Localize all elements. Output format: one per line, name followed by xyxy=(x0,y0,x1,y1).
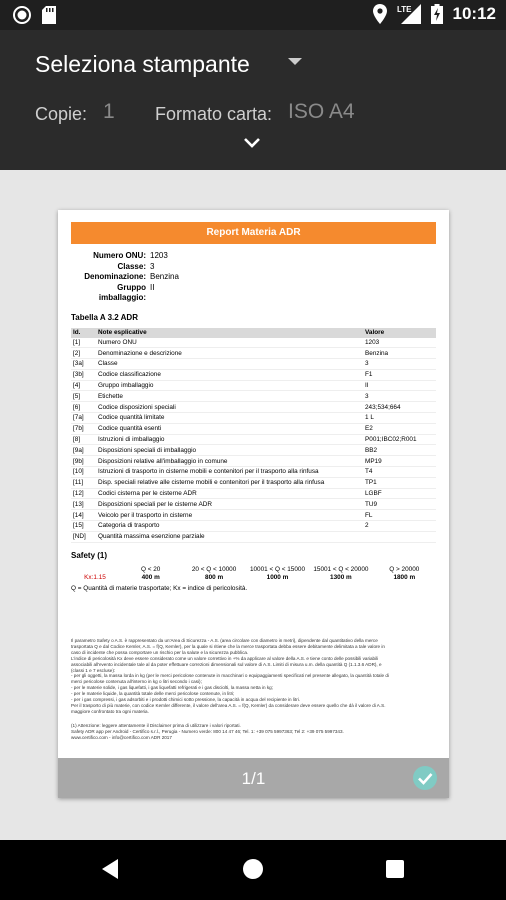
safety-range: 15001 < Q < 20000 xyxy=(313,565,369,573)
fine-print-line: - per gli oggetti, la massa lorda in kg (per le merci pericolose contenute in macchinari o equipaggiamenti specificati nel presente allegato, la quantità totale di xyxy=(71,673,389,679)
safety-empty-cell xyxy=(71,566,119,573)
dropdown-arrow-icon[interactable] xyxy=(288,58,302,65)
table-cell-note: Denominazione e descrizione xyxy=(96,348,363,359)
fine-print-line: Il parametro Safety o A.S. è rappresentato da un'Area di Sicurezza - A.S. (area circolare con diametro in metri), dipendente dal quantitativo della merce xyxy=(71,638,378,643)
table-cell-id: [2] xyxy=(71,348,96,359)
table-cell-note: Istruzioni di trasporto in cisterne mobili e contenitori per il trasporto alla rinfusa xyxy=(96,467,363,478)
table-cell-value: 1203 xyxy=(363,338,436,348)
safety-range: Q < 20 xyxy=(141,565,161,573)
table-cell-id: [13] xyxy=(71,499,96,510)
page-counter: 1/1 xyxy=(241,769,266,788)
table-cell-note: Gruppo imballaggio xyxy=(96,380,363,391)
info-key: Denominazione: xyxy=(84,272,146,281)
table-row xyxy=(71,402,436,413)
fine-print-line: (classi 1 e 7 escluse): xyxy=(71,667,116,673)
table-row xyxy=(71,456,436,467)
clock: 10:12 xyxy=(452,4,496,23)
safety-distance: 800 m xyxy=(205,573,224,581)
table-cell-id: [6] xyxy=(71,402,96,413)
fine-print-line: - per le materie liquide, la quantità totale delle merci pericolose contenute, in litri; xyxy=(71,691,235,697)
fine-print-line: Per il trasporto di più materie, con codice Kemler differente, il valore dell'area A.S. = f(Q, Kemler) da considerare deve essere quello che dà il valore di A.S. xyxy=(71,702,386,708)
table-row xyxy=(71,338,436,348)
header-id: Id. xyxy=(71,328,96,338)
table-row xyxy=(71,348,436,359)
table-cell-id: [14] xyxy=(71,510,96,521)
table-cell-id: [1] xyxy=(71,338,96,348)
info-row xyxy=(71,283,436,304)
table-cell-note: Istruzioni di imballaggio xyxy=(96,434,363,445)
info-key: Gruppo imballaggio: xyxy=(98,282,146,302)
info-value: 1203 xyxy=(150,251,168,260)
table-cell-value: MP19 xyxy=(363,456,436,467)
safety-range: 10001 < Q < 15000 xyxy=(249,565,306,573)
table-cell-id: [9b] xyxy=(71,456,96,467)
table-cell-value: P001;IBC02;R001 xyxy=(363,434,436,445)
table-cell-id: [11] xyxy=(71,477,96,488)
info-key: Numero ONU: xyxy=(93,251,146,260)
fine-print-line: merci pericolose contenuta all'interno in kg o litri secondo i casi); xyxy=(71,679,202,685)
safety-range: 20 < Q < 10000 xyxy=(191,565,237,573)
table-row xyxy=(71,359,436,370)
table-row xyxy=(71,510,436,521)
table-cell-id: [7a] xyxy=(71,413,96,424)
info-row xyxy=(71,251,436,262)
table-cell-id: [12] xyxy=(71,488,96,499)
copies-field[interactable]: 1 xyxy=(103,100,115,123)
table-cell-note: Numero ONU xyxy=(96,338,363,348)
info-value: II xyxy=(150,282,155,292)
info-key: Classe: xyxy=(117,261,146,271)
sd-card-icon xyxy=(42,6,56,24)
fine-print-line: associabili all'evento incidentale tale al da poter effettuare correzioni dimensionali sul valore di A.S. Limiti di misura u.m. della quantità Q (1.1.3.6 ADR), e xyxy=(71,661,382,667)
table-cell-value: 3 xyxy=(363,359,436,370)
table-cell-id: [9a] xyxy=(71,445,96,456)
table-cell-value: T4 xyxy=(363,467,436,478)
fine-print-line: trasportata Q e dal Codice Kemler, A.S. = f(Q, Kemler), per la quale si ritiene che la merce trasportata debba essere debitamente delimitata a tale valore in xyxy=(71,643,385,649)
table-row xyxy=(71,467,436,478)
page-selected-check-icon[interactable] xyxy=(413,766,437,790)
table-cell-note: Codici cisterna per le cisterne ADR xyxy=(96,488,363,499)
table-row xyxy=(71,391,436,402)
table-cell-note: Disposizioni speciali per le cisterne ADR xyxy=(96,499,363,510)
table-cell-value: 3 xyxy=(363,391,436,402)
table-cell-note: Veicolo per il trasporto in cisterne xyxy=(96,510,363,521)
table-cell-value: 1 L xyxy=(363,413,436,424)
safety-grid xyxy=(71,566,436,581)
fine-print-line: caso di incidente che possa comportare un rischio per la salute e la sicurezza pubblica. xyxy=(71,649,249,655)
info-row xyxy=(71,272,436,283)
table-row xyxy=(71,413,436,424)
print-preview-area xyxy=(0,170,506,840)
table-cell-id: [7b] xyxy=(71,423,96,434)
table-cell-id: [15] xyxy=(71,521,96,532)
record-icon xyxy=(12,5,32,25)
table-row xyxy=(71,531,436,542)
table-cell-id: [10] xyxy=(71,467,96,478)
navigation-bar xyxy=(0,840,506,900)
safety-distance: 1000 m xyxy=(266,573,289,581)
fine-print-line: L'indice di pericolosità Kx deve essere considerato come un valore correttivo in +% da applicare al valore della A.S. e tiene conto delle possibili variabili xyxy=(71,655,379,661)
safety-note: Q = Quantità di materie trasportate; Kx = indice di pericolosità. xyxy=(71,584,248,592)
table-cell-value: LGBF xyxy=(363,488,436,499)
info-value: Benzina xyxy=(150,272,179,281)
table-cell-value: 2 xyxy=(363,521,436,532)
status-bar xyxy=(0,0,506,30)
info-value: 3 xyxy=(150,261,155,271)
table-row xyxy=(71,369,436,380)
safety-distance: 1300 m xyxy=(330,573,352,581)
table-cell-note: Disposizioni relative all'imballaggio in comune xyxy=(96,456,363,467)
report-title: Report Materia ADR xyxy=(71,222,436,244)
table-row xyxy=(71,423,436,434)
table-cell-id: [5] xyxy=(71,391,96,402)
table-row xyxy=(71,434,436,445)
table-cell-note: Etichette xyxy=(96,391,363,402)
safety-kx: Kx:1.15 xyxy=(84,573,106,581)
table-cell-note: Codice disposizioni speciali xyxy=(96,402,363,413)
table-header-row xyxy=(71,328,436,338)
back-icon[interactable] xyxy=(100,858,120,880)
table-cell-value: TU9 xyxy=(363,499,436,510)
fine-print-line: - per i gas compressi, i gas adsorbiti e i prodotti chimici sotto pressione, la capacità in acqua del recipiente in litri. xyxy=(71,697,301,703)
header-note: Note esplicative xyxy=(96,328,363,338)
table-cell-note: Categoria di trasporto xyxy=(96,521,363,532)
printer-select[interactable]: Seleziona stampante xyxy=(35,51,250,77)
network-label: LTE xyxy=(396,5,412,14)
home-icon[interactable] xyxy=(243,859,263,879)
table-cell-note: Classe xyxy=(96,359,363,370)
expand-chevron-icon[interactable] xyxy=(242,136,262,150)
table-row xyxy=(71,477,436,488)
table-cell-id: [4] xyxy=(71,380,96,391)
safety-distance: 1800 m xyxy=(393,573,416,581)
info-row xyxy=(71,262,436,273)
table-row xyxy=(71,499,436,510)
paper-size-label: Formato carta: xyxy=(155,104,273,124)
table-cell-id: [8] xyxy=(71,434,96,445)
page-footer xyxy=(58,758,449,798)
fine-print-line: maggiore confrontato tra ogni materia. xyxy=(71,708,149,714)
table-row xyxy=(71,521,436,532)
adr-table xyxy=(71,328,436,543)
signal-lte-icon xyxy=(397,4,421,24)
table-cell-note: Quantità massima esenzione parziale xyxy=(96,531,363,542)
table-cell-note: Disposizioni speciali di imballaggio xyxy=(96,445,363,456)
fine-print-line: - per le materie solide, i gas liquefatti, i gas liquefatti refrigerati e i gas disciolti, la massa netta in kg; xyxy=(71,685,273,691)
table-cell-id: [3a] xyxy=(71,359,96,370)
table-cell-value: BB2 xyxy=(363,445,436,456)
table-row xyxy=(71,380,436,391)
fine-print xyxy=(71,638,436,741)
safety-title: Safety (1) xyxy=(71,550,108,560)
table-row xyxy=(71,488,436,499)
table-cell-value: Benzina xyxy=(363,348,436,359)
safety-distance: 400 m xyxy=(141,573,160,581)
table-cell-value: 243;534;664 xyxy=(363,402,436,413)
table-title: Tabella A 3.2 ADR xyxy=(71,312,138,322)
battery-icon xyxy=(431,4,443,24)
safety-range: Q > 20000 xyxy=(389,565,420,573)
table-cell-note: Disp. speciali relative alle cisterne mobili e contenitori per il trasporto alla rinfusa xyxy=(96,477,363,488)
table-cell-id: [ND] xyxy=(71,531,96,542)
table-cell-value: TP1 xyxy=(363,477,436,488)
table-cell-value: FL xyxy=(363,510,436,521)
table-cell-note: Codice quantità limitate xyxy=(96,413,363,424)
table-row xyxy=(71,445,436,456)
table-cell-value: F1 xyxy=(363,369,436,380)
paper-size-select[interactable]: ISO A4 xyxy=(288,100,355,123)
substance-info xyxy=(71,251,436,304)
table-cell-value: II xyxy=(363,380,436,391)
attention-line: Safety ADR app per Android - Certifico s.r.l., Perugia - Numero verde: 800 14 47 46; Tel. 1: +39 075 5997363; Tel 2: +39 075 5997343. xyxy=(71,728,344,734)
recent-apps-icon[interactable] xyxy=(386,860,404,878)
table-cell-id: [3b] xyxy=(71,369,96,380)
table-cell-value: E2 xyxy=(363,423,436,434)
table-cell-value xyxy=(363,531,436,542)
attention-line: (1) Attenzione: leggere attentamente il Disclaimer prima di utilizzare i valori riportati. xyxy=(71,722,241,728)
table-cell-note: Codice quantità esenti xyxy=(96,423,363,434)
page-preview[interactable] xyxy=(58,210,449,798)
copies-label: Copie: xyxy=(35,104,88,124)
print-options-panel xyxy=(0,30,506,170)
header-value: Valore xyxy=(363,328,436,338)
attention-line: www.certifico.com - info@certifico.com ADR 2017 xyxy=(71,734,172,740)
table-cell-note: Codice classificazione xyxy=(96,369,363,380)
location-icon xyxy=(373,4,387,24)
